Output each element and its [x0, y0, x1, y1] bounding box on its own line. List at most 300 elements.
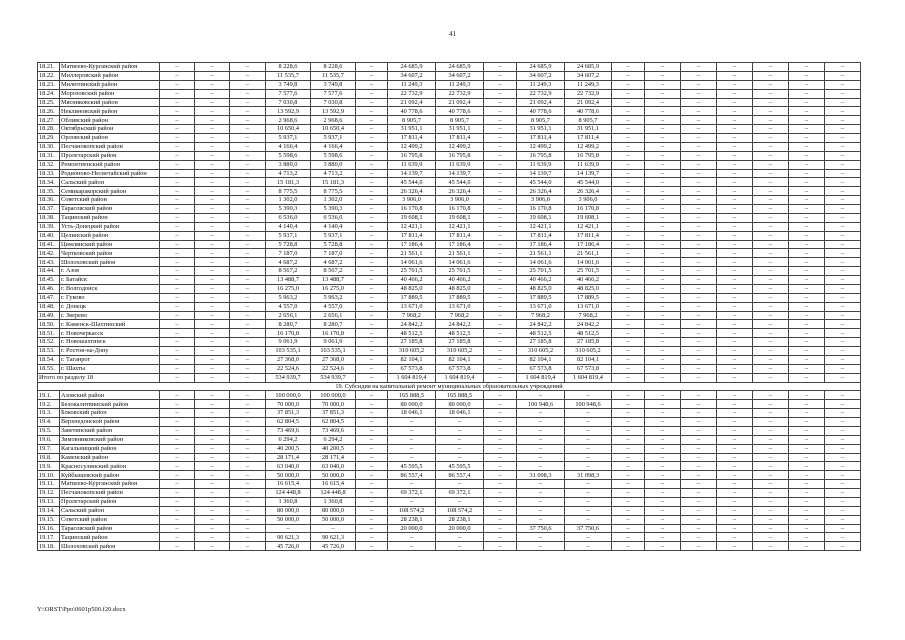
table-row [38, 222, 861, 231]
value-cell: – [356, 196, 388, 205]
value-cell: 21 092,4 [388, 98, 436, 107]
value-cell: 4 687,2 [311, 258, 356, 267]
value-cell: 8 905,7 [565, 116, 612, 125]
value-cell: – [160, 63, 195, 72]
value-cell: – [160, 489, 195, 498]
value-cell: – [825, 497, 861, 506]
value-cell: – [825, 213, 861, 222]
value-cell: – [230, 347, 266, 356]
value-cell: – [484, 506, 517, 515]
row-number-cell: 18.29. [38, 134, 60, 143]
value-cell: 108 574,2 [436, 506, 484, 515]
value-cell: – [645, 338, 681, 347]
value-cell: 8 775,5 [311, 187, 356, 196]
value-cell: – [160, 444, 195, 453]
value-cell: – [681, 400, 717, 409]
row-number-cell: 18.28. [38, 125, 60, 134]
value-cell: 82 104,1 [436, 355, 484, 364]
value-cell: – [753, 338, 789, 347]
value-cell: – [230, 471, 266, 480]
value-cell: – [789, 542, 825, 551]
value-cell: 8 567,2 [266, 267, 311, 276]
value-cell: 12 421,1 [436, 222, 484, 231]
value-cell: 15 181,3 [266, 178, 311, 187]
value-cell: – [753, 107, 789, 116]
value-cell: – [160, 151, 195, 160]
value-cell: – [753, 453, 789, 462]
value-cell: 67 573,8 [517, 364, 565, 373]
value-cell: – [645, 480, 681, 489]
table-row [38, 391, 861, 400]
value-cell: – [195, 187, 230, 196]
value-cell: 16 170,8 [266, 329, 311, 338]
value-cell: 48 825,0 [517, 284, 565, 293]
row-number-cell: 19.2. [38, 400, 60, 409]
file-path-footer: Y:\ORST\Ppo\0601p500.f20.docx [37, 606, 126, 613]
value-cell: 5 598,6 [266, 151, 311, 160]
value-cell: – [717, 276, 753, 285]
value-cell: 37 750,6 [565, 524, 612, 533]
table-row [38, 533, 861, 542]
value-cell: – [681, 302, 717, 311]
value-cell: – [160, 196, 195, 205]
value-cell: – [230, 515, 266, 524]
value-cell: 6 294,2 [266, 435, 311, 444]
row-name-cell: Орловский район [60, 134, 160, 143]
value-cell: 82 104,1 [388, 355, 436, 364]
value-cell: 12 499,2 [565, 142, 612, 151]
value-cell: – [195, 524, 230, 533]
row-number-cell: 18.50. [38, 320, 60, 329]
value-cell: – [789, 107, 825, 116]
value-cell: – [356, 80, 388, 89]
table-row [38, 107, 861, 116]
value-cell: 26 326,4 [565, 187, 612, 196]
value-cell: – [565, 506, 612, 515]
table-row [38, 471, 861, 480]
value-cell: 31 951,1 [436, 125, 484, 134]
value-cell: – [160, 160, 195, 169]
value-cell: – [717, 187, 753, 196]
value-cell: – [195, 471, 230, 480]
value-cell: – [484, 418, 517, 427]
value-cell: – [230, 205, 266, 214]
row-name-cell: Белокалитвинский район [60, 400, 160, 409]
value-cell: 25 701,5 [388, 267, 436, 276]
value-cell: – [825, 196, 861, 205]
value-cell: – [753, 231, 789, 240]
value-cell: – [717, 71, 753, 80]
value-cell: – [436, 435, 484, 444]
value-cell: – [717, 205, 753, 214]
value-cell: – [230, 89, 266, 98]
value-cell: – [195, 98, 230, 107]
value-cell: 16 275,0 [311, 284, 356, 293]
value-cell: – [160, 187, 195, 196]
value-cell: – [230, 409, 266, 418]
value-cell: – [681, 160, 717, 169]
value-cell: 24 685,9 [517, 63, 565, 72]
value-cell: – [356, 418, 388, 427]
value-cell: – [612, 276, 645, 285]
value-cell: – [753, 116, 789, 125]
row-name-cell: Сальский район [60, 506, 160, 515]
value-cell: 21 092,4 [565, 98, 612, 107]
row-number-cell: 19.17. [38, 533, 60, 542]
value-cell: 86 557,4 [436, 471, 484, 480]
value-cell: – [517, 515, 565, 524]
row-number-cell: 18.42. [38, 249, 60, 258]
value-cell: – [717, 160, 753, 169]
value-cell: – [825, 400, 861, 409]
value-cell: – [195, 142, 230, 151]
value-cell: – [230, 178, 266, 187]
value-cell: 11 249,3 [517, 80, 565, 89]
value-cell: – [825, 453, 861, 462]
value-cell: – [356, 320, 388, 329]
value-cell: – [789, 347, 825, 356]
value-cell: – [681, 489, 717, 498]
value-cell: – [645, 142, 681, 151]
value-cell: – [230, 107, 266, 116]
table-row [38, 293, 861, 302]
value-cell: – [789, 364, 825, 373]
row-number-cell: 18.36. [38, 196, 60, 205]
table-row [38, 187, 861, 196]
value-cell: 45 544,0 [436, 178, 484, 187]
row-name-cell: Тарасовский район [60, 524, 160, 533]
table-row [38, 480, 861, 489]
value-cell: – [612, 293, 645, 302]
value-cell: – [789, 116, 825, 125]
value-cell: 4 713,2 [311, 169, 356, 178]
value-cell: – [789, 231, 825, 240]
value-cell: – [356, 98, 388, 107]
value-cell: 21 092,4 [517, 98, 565, 107]
value-cell: – [612, 98, 645, 107]
value-cell: – [230, 542, 266, 551]
value-cell: – [681, 89, 717, 98]
table-row [38, 462, 861, 471]
value-cell: – [645, 205, 681, 214]
value-cell: – [612, 169, 645, 178]
value-cell: – [612, 142, 645, 151]
value-cell: – [825, 293, 861, 302]
value-cell: 14 139,7 [388, 169, 436, 178]
value-cell: – [160, 435, 195, 444]
value-cell: – [160, 311, 195, 320]
row-number-cell: 18.38. [38, 213, 60, 222]
value-cell: – [789, 338, 825, 347]
value-cell: 8 280,7 [266, 320, 311, 329]
value-cell: 37 851,3 [311, 409, 356, 418]
value-cell: – [645, 80, 681, 89]
value-cell: – [484, 489, 517, 498]
value-cell: 19 608,1 [388, 213, 436, 222]
value-cell: – [753, 480, 789, 489]
value-cell: – [789, 213, 825, 222]
value-cell: 17 186,4 [388, 240, 436, 249]
row-name-cell: Азовский район [60, 391, 160, 400]
value-cell: – [484, 231, 517, 240]
value-cell: – [645, 355, 681, 364]
value-cell: 80 000,0 [311, 506, 356, 515]
value-cell: – [195, 125, 230, 134]
value-cell: 2 968,6 [266, 116, 311, 125]
value-cell: – [825, 160, 861, 169]
value-cell: – [645, 222, 681, 231]
value-cell: – [484, 63, 517, 72]
row-name-cell: Ремонтненский район [60, 160, 160, 169]
value-cell: – [484, 311, 517, 320]
value-cell: – [356, 249, 388, 258]
value-cell: – [160, 533, 195, 542]
value-cell: – [484, 329, 517, 338]
value-cell: 19 608,1 [565, 213, 612, 222]
budget-table [37, 62, 861, 551]
value-cell: – [356, 231, 388, 240]
value-cell: – [789, 480, 825, 489]
value-cell: – [645, 506, 681, 515]
value-cell: – [612, 249, 645, 258]
value-cell: – [645, 471, 681, 480]
row-name-cell: Пролетарский район [60, 497, 160, 506]
row-number-cell: 19.9. [38, 462, 60, 471]
value-cell: – [230, 533, 266, 542]
value-cell: – [681, 391, 717, 400]
value-cell: – [356, 311, 388, 320]
value-cell: – [789, 178, 825, 187]
value-cell: 4 557,0 [311, 302, 356, 311]
value-cell: 25 701,5 [565, 267, 612, 276]
table-row [38, 63, 861, 72]
value-cell: 3 906,0 [565, 196, 612, 205]
value-cell: – [753, 249, 789, 258]
value-cell: – [565, 391, 612, 400]
value-cell: – [612, 222, 645, 231]
value-cell: – [356, 258, 388, 267]
table-row [38, 258, 861, 267]
value-cell: 40 778,6 [517, 107, 565, 116]
value-cell: – [681, 497, 717, 506]
value-cell: – [195, 293, 230, 302]
total-value-cell: – [195, 373, 230, 382]
value-cell: – [612, 151, 645, 160]
value-cell: – [230, 276, 266, 285]
row-number-cell: 19.18. [38, 542, 60, 551]
value-cell: – [195, 542, 230, 551]
row-number-cell: 19.4. [38, 418, 60, 427]
value-cell: – [230, 249, 266, 258]
value-cell: 2 656,1 [266, 311, 311, 320]
value-cell: – [195, 444, 230, 453]
value-cell: – [717, 80, 753, 89]
value-cell: – [789, 240, 825, 249]
value-cell: 9 061,9 [266, 338, 311, 347]
value-cell: – [517, 426, 565, 435]
value-cell: – [645, 63, 681, 72]
value-cell: 3 906,0 [517, 196, 565, 205]
value-cell: – [825, 515, 861, 524]
value-cell: – [645, 134, 681, 143]
value-cell: – [789, 196, 825, 205]
value-cell: – [825, 480, 861, 489]
value-cell: – [388, 453, 436, 462]
row-number-cell: 19.16. [38, 524, 60, 533]
value-cell: 24 685,9 [436, 63, 484, 72]
value-cell: – [230, 355, 266, 364]
table-row [38, 267, 861, 276]
value-cell: – [753, 320, 789, 329]
value-cell: – [388, 497, 436, 506]
value-cell: 40 466,2 [388, 276, 436, 285]
value-cell: – [789, 169, 825, 178]
value-cell: 48 825,0 [565, 284, 612, 293]
value-cell: – [645, 329, 681, 338]
value-cell: – [717, 63, 753, 72]
table-row [38, 347, 861, 356]
row-number-cell: 18.31. [38, 151, 60, 160]
value-cell: – [195, 533, 230, 542]
value-cell: – [753, 329, 789, 338]
value-cell: – [612, 116, 645, 125]
row-number-cell: 19.3. [38, 409, 60, 418]
value-cell: – [825, 347, 861, 356]
value-cell: – [230, 240, 266, 249]
value-cell: – [388, 480, 436, 489]
value-cell: 17 811,4 [517, 134, 565, 143]
value-cell: 5 937,1 [266, 134, 311, 143]
value-cell: – [753, 293, 789, 302]
value-cell: – [825, 355, 861, 364]
total-value-cell: – [356, 373, 388, 382]
row-name-cell: Верхнедонской район [60, 418, 160, 427]
row-name-cell: Цимлянский район [60, 240, 160, 249]
table-row [38, 338, 861, 347]
value-cell: – [436, 480, 484, 489]
value-cell: 86 557,4 [388, 471, 436, 480]
value-cell: – [484, 462, 517, 471]
value-cell: – [717, 178, 753, 187]
row-name-cell: г. Гуково [60, 293, 160, 302]
value-cell: 34 607,2 [388, 71, 436, 80]
table-row [38, 160, 861, 169]
value-cell: – [753, 169, 789, 178]
row-name-cell: г. Ростов-на-Дону [60, 347, 160, 356]
value-cell: – [484, 276, 517, 285]
value-cell: – [565, 453, 612, 462]
value-cell: – [356, 453, 388, 462]
value-cell: – [230, 489, 266, 498]
row-name-cell: Родионово-Несветайский район [60, 169, 160, 178]
value-cell: 17 811,4 [436, 231, 484, 240]
value-cell: – [356, 302, 388, 311]
value-cell: – [717, 134, 753, 143]
value-cell: 28 238,1 [388, 515, 436, 524]
value-cell: – [612, 418, 645, 427]
value-cell: – [565, 409, 612, 418]
row-number-cell: 18.27. [38, 116, 60, 125]
value-cell: 17 811,4 [517, 231, 565, 240]
value-cell: – [230, 426, 266, 435]
value-cell: 7 187,0 [311, 249, 356, 258]
value-cell: – [230, 338, 266, 347]
row-number-cell: 19.15. [38, 515, 60, 524]
value-cell: – [825, 489, 861, 498]
row-name-cell: Неклиновский район [60, 107, 160, 116]
value-cell: 17 811,4 [565, 231, 612, 240]
value-cell: – [517, 506, 565, 515]
value-cell: – [612, 542, 645, 551]
value-cell: – [356, 284, 388, 293]
value-cell: – [517, 453, 565, 462]
row-number-cell: 18.35. [38, 187, 60, 196]
row-number-cell: 19.13. [38, 497, 60, 506]
value-cell: – [789, 258, 825, 267]
value-cell: – [517, 444, 565, 453]
value-cell: 1 302,0 [266, 196, 311, 205]
value-cell: – [681, 471, 717, 480]
value-cell: – [645, 249, 681, 258]
value-cell: – [753, 462, 789, 471]
value-cell: 62 804,5 [266, 418, 311, 427]
value-cell: – [717, 426, 753, 435]
value-cell: 11 639,9 [388, 160, 436, 169]
value-cell: 26 326,4 [517, 187, 565, 196]
value-cell: – [753, 284, 789, 293]
value-cell: 4 687,2 [266, 258, 311, 267]
value-cell: 40 466,2 [565, 276, 612, 285]
value-cell: – [789, 71, 825, 80]
value-cell: 7 577,6 [266, 89, 311, 98]
value-cell: 73 469,6 [311, 426, 356, 435]
value-cell: – [681, 142, 717, 151]
value-cell: – [825, 169, 861, 178]
value-cell: – [195, 329, 230, 338]
value-cell: 11 535,7 [311, 71, 356, 80]
value-cell: 8 775,5 [266, 187, 311, 196]
table-row [38, 196, 861, 205]
value-cell: 2 656,1 [311, 311, 356, 320]
value-cell: – [612, 533, 645, 542]
row-number-cell: 18.55. [38, 364, 60, 373]
value-cell: – [753, 506, 789, 515]
value-cell: – [717, 453, 753, 462]
value-cell: 69 372,1 [388, 489, 436, 498]
value-cell: 62 804,5 [311, 418, 356, 427]
value-cell: – [356, 187, 388, 196]
value-cell: 16 795,8 [565, 151, 612, 160]
value-cell: 4 713,2 [266, 169, 311, 178]
table-row [38, 524, 861, 533]
value-cell: 11 249,3 [436, 80, 484, 89]
value-cell: – [825, 205, 861, 214]
value-cell: – [645, 364, 681, 373]
value-cell: 80 000,0 [266, 506, 311, 515]
value-cell: – [789, 444, 825, 453]
value-cell: – [356, 480, 388, 489]
table-row [38, 515, 861, 524]
value-cell: 7 968,2 [565, 311, 612, 320]
value-cell: 45 544,0 [565, 178, 612, 187]
value-cell: – [160, 249, 195, 258]
value-cell: – [195, 89, 230, 98]
value-cell: 25 701,5 [517, 267, 565, 276]
value-cell: – [825, 267, 861, 276]
value-cell: – [612, 329, 645, 338]
value-cell: – [160, 178, 195, 187]
value-cell: – [753, 533, 789, 542]
